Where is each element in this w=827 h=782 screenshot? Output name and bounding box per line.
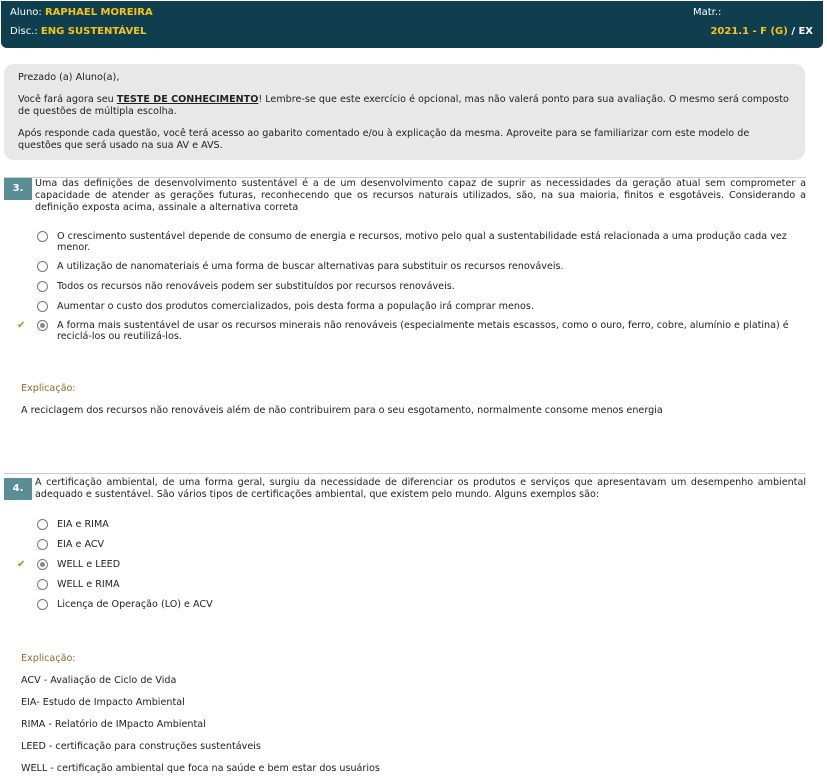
option-text: Licença de Operação (LO) e ACV	[57, 599, 213, 610]
explanation-text: A reciclagem dos recursos não renováveis além de não contribuirem para o seu esgotamento, normalmente consome menos energia	[21, 405, 663, 416]
explanation-label: Explicação:	[21, 383, 76, 394]
period-row	[710, 26, 813, 37]
radio-button[interactable]	[37, 301, 48, 312]
student-label: Aluno:	[10, 7, 42, 18]
option-text: O crescimento sustentável depende de consumo de energia e recursos, motivo pelo qual a sustentabilidade está relacionada a uma produção cada vez menor.	[57, 231, 787, 253]
explanation-line: EIA- Estudo de Impacto Ambiental	[21, 697, 185, 708]
option-text: A forma mais sustentável de usar os recursos minerais não renováveis (especialmente metais escassos, como o ouro, ferro, cobre, alumínio e platina) é reciclá-los ou reutilizá-los.	[57, 320, 789, 342]
matricula-label: Matr.:	[693, 7, 722, 18]
radio-button-selected[interactable]	[37, 320, 48, 331]
intro-greeting: Prezado (a) Aluno(a),	[18, 72, 120, 83]
explanation-label: Explicação:	[21, 653, 76, 664]
discipline-row	[10, 26, 146, 37]
intro-paragraph-3: Após responde cada questão, você terá acesso ao gabarito comentado e/ou à explicação da mesma. Aproveite para se familiarizar com este modelo de questões que será usado na sua AV e AVS.	[18, 127, 750, 151]
question-number: 3.	[4, 178, 32, 200]
option-text: Todos os recursos não renováveis podem ser substituídos por recursos renováveis.	[57, 281, 455, 292]
checkmark-icon: ✔	[17, 559, 26, 570]
radio-button-selected[interactable]	[37, 559, 48, 570]
radio-button[interactable]	[37, 519, 48, 530]
intro-emphasis: TESTE DE CONHECIMENTO	[116, 93, 259, 105]
checkmark-icon: ✔	[17, 320, 26, 331]
question-text: A certificação ambiental, de uma forma geral, surgiu da necessidade de diferenciar os produtos e serviços que apresentavam um desempenho ambiental adequado e sustentável. São vários tipos de certificações ambiental, que existem pelo mundo. Alguns exemplos são:	[35, 477, 806, 500]
option-text: EIA e ACV	[57, 539, 105, 550]
radio-button[interactable]	[37, 599, 48, 610]
student-header	[1, 1, 823, 48]
student-row	[10, 7, 153, 18]
question-text: Uma das definições de desenvolvimento sustentável é a de um desenvolvimento capaz de suprir as necessidades da geração atual sem comprometer a capacidade de atender as gerações futuras, reconhecendo que os recursos naturais utilizados, são, na sua maioria, finitos e esgotáveis. Considerando a definição exposta acima, assinale a alternativa correta	[35, 178, 806, 213]
explanation-line: WELL - certificação ambiental que foca na saúde e bem estar dos usuários	[21, 763, 380, 774]
radio-button[interactable]	[37, 231, 48, 242]
option-text: WELL e LEED	[57, 559, 121, 570]
intro-paragraph-2	[18, 94, 791, 119]
radio-button[interactable]	[37, 539, 48, 550]
radio-button[interactable]	[37, 579, 48, 590]
question-4	[4, 473, 806, 779]
intro-text-after: ! Lembre-se que este exercício é opcional, mas não valerá ponto para sua avaliação. O mesmo será composto de questões de múltipla escolha.	[18, 93, 789, 117]
discipline-label: Disc.:	[10, 26, 38, 37]
explanation-line: RIMA - Relatório de IMpacto Ambiental	[21, 719, 206, 730]
option-text: WELL e RIMA	[57, 579, 120, 590]
discipline-name: ENG SUSTENTÁVEL	[40, 26, 147, 37]
explanation-line: ACV - Avaliação de Ciclo de Vida	[21, 675, 177, 686]
question-number: 4.	[4, 478, 32, 500]
explanation-line: LEED - certificação para construções sustentáveis	[21, 741, 261, 752]
intro-text: Você fará agora seu	[18, 93, 117, 105]
intro-box	[4, 64, 805, 160]
student-name: RAPHAEL MOREIRA	[44, 7, 153, 18]
option-text: EIA e RIMA	[57, 519, 109, 530]
radio-button[interactable]	[37, 281, 48, 292]
question-3	[4, 177, 806, 428]
radio-button[interactable]	[37, 261, 48, 272]
period-value: 2021.1 - F (G)	[710, 26, 788, 37]
period-suffix: / EX	[787, 26, 813, 37]
option-text: Aumentar o custo dos produtos comercializados, pois desta forma a população irá comprar menos.	[57, 301, 534, 312]
option-text: A utilização de nanomateriais é uma forma de buscar alternativas para substituir os recursos renováveis.	[57, 261, 564, 272]
